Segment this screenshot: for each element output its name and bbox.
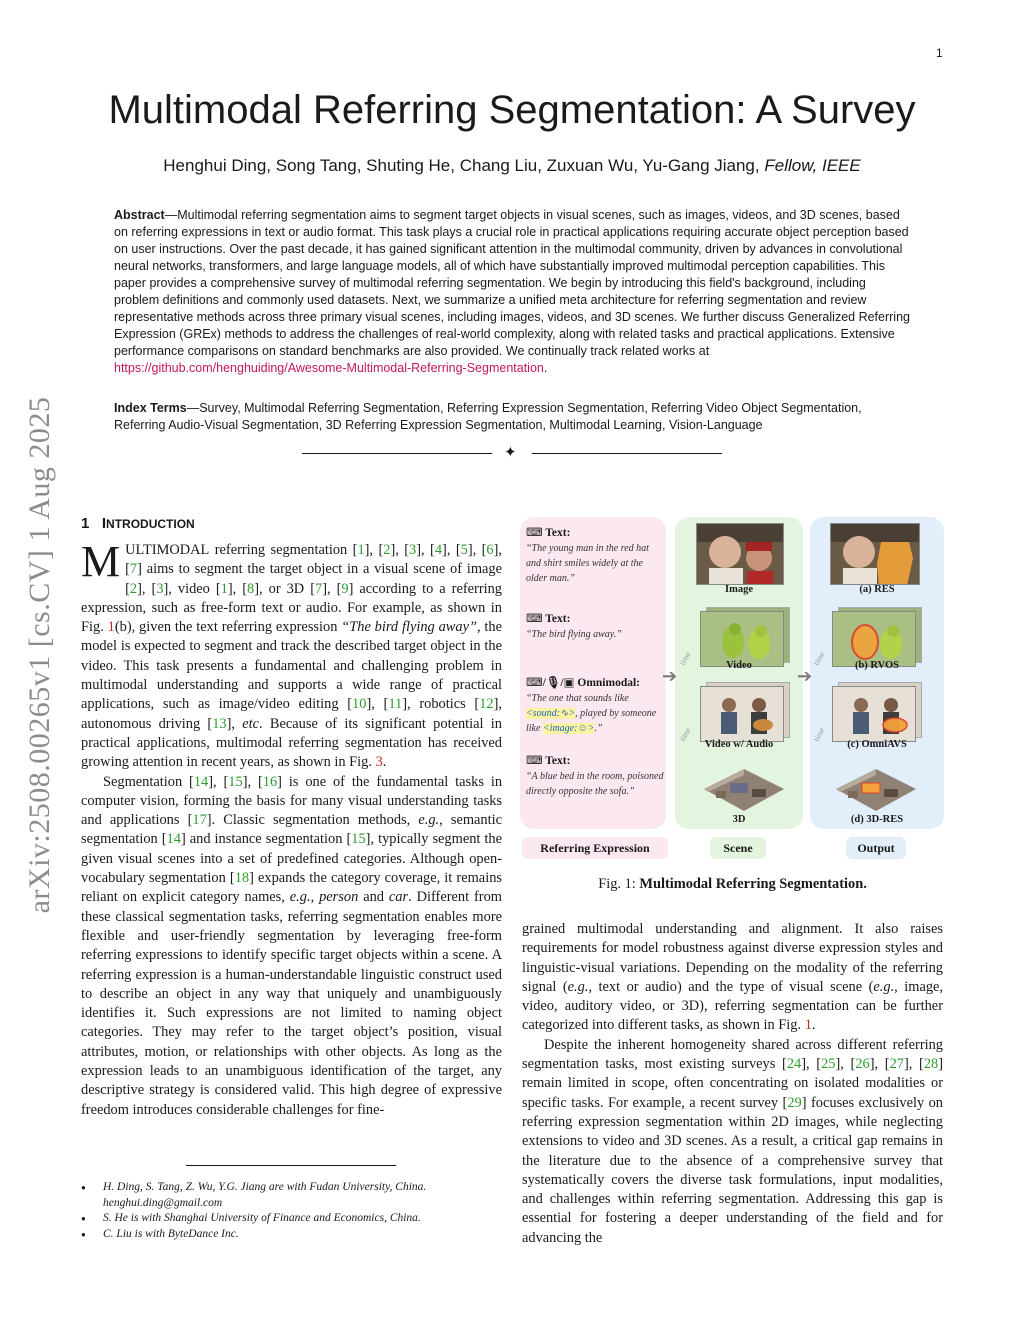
scene-label-video-audio: Video w/ Audio — [704, 739, 774, 750]
citation[interactable]: 7 — [129, 561, 138, 578]
keyboard-icon: ⌨ — [526, 527, 543, 539]
footnotes — [81, 1180, 502, 1242]
output-label-omniavs: (c) OmniAVS — [847, 739, 907, 750]
expression-3 — [526, 675, 664, 736]
scene-video-graphic — [701, 612, 784, 667]
text-run: . Different from these classical segmentation tasks, referring segmentation enables more flexible and user-friendly segmentation by leveraging free-form referring expressions to identify specific target objects within a scene. A referring expression is a human-understandable linguistic construct used to describe an object in any way that uniquely and unambiguously identifies it. Such expressions are not limited to naming object categories. They may refer to the target object’s position, visual attributes, motion, or relationships with other objects. As long as the expression leads to an unambiguous identification of the target, any descriptive strategy is considered valid. This high degree of expressive freedom introduces considerable challenges for fine- — [81, 889, 502, 1118]
abstract-end: . — [543, 361, 548, 375]
paragraph-1: MULTIMODAL referring segmentation [1], [2], [3], [4], [5], [6], [7] aims to segment the target object in a visual scene of image [2], [3], video [1], [8], or 3D [7], [9] according to a referring expression, such as free-form text or audio. For example, as shown in Fig. 1(b), given the text referring expression “The bird flying away”, the model is expected to segment and track the described target object in the video. This task presents a fundamental and challenging problem in multimodal understanding and supports a wide range of practical applications, such as image/video editing [10], [11], robotics [12], autonomous driving [13], etc. Because of its significant potential in practical applications, multimodal referring segmentation has received growing attention in recent years, as shown in Fig. 3. — [81, 537, 503, 771]
figure-caption — [522, 876, 943, 893]
smallcaps-word: ULTIMODAL — [125, 542, 210, 558]
citation[interactable]: 17 — [192, 812, 207, 829]
image-token: <image:☺> — [542, 723, 595, 734]
text-run: ], typically segment the given visual scenes into a set of predefined categories. Although open-vocabulary segmentation [ — [81, 831, 502, 887]
output-label-rvos: (b) RVOS — [854, 660, 900, 671]
citation[interactable]: 1 — [357, 542, 365, 558]
citation[interactable]: 15 — [228, 773, 243, 790]
citation[interactable]: 4 — [434, 542, 443, 558]
abstract-label: Abstract — [114, 208, 165, 222]
scene-audio-video-thumbnail — [700, 686, 784, 742]
caption-text: Multimodal Referring Segmentation. — [639, 876, 867, 892]
citation[interactable]: 15 — [351, 831, 366, 848]
eg-text: e.g. — [289, 889, 311, 906]
abstract — [114, 207, 910, 377]
citation[interactable]: 2 — [129, 580, 138, 597]
authors-suffix: Fellow, IEEE — [764, 156, 861, 175]
citation[interactable]: 27 — [889, 1056, 904, 1073]
text-run: ] according to a referring expression, such as free-form text or audio. For example, as shown in Fig. — [81, 580, 503, 636]
arrow-right-icon: ➔ — [797, 666, 813, 686]
text-run: ] and instance segmentation [ — [180, 831, 352, 848]
time-label: time — [677, 726, 693, 743]
column-label-output: Output — [846, 837, 906, 859]
text-run: ], video [ — [163, 580, 221, 597]
text-run: ] focuses exclusively on referring expression segmentation within 2D images, while neglecting extensions to video and 3D scenes. As a result, a critical gap remains in the literature due to the absence of a comprehensive survey that systematically covers the diverse task formulations, input modalities, and challenges within referring segmentation. Addressing this gap is essential for fostering a deeper understanding of the field and for advancing the — [522, 1094, 943, 1246]
citation[interactable]: 2 — [383, 542, 391, 558]
text-run: ], — [226, 715, 243, 732]
text-run: Segmentation [ — [103, 773, 194, 790]
microphone-icon: 🎙 — [545, 677, 561, 689]
citation[interactable]: 25 — [821, 1056, 836, 1073]
footnote-item: ● H. Ding, S. Tang, Z. Wu, Y.G. Jiang are with Fudan University, China. henghui.ding@gmail.com — [81, 1180, 502, 1211]
arxiv-identifier: arXiv:2508.00265v1 [cs.CV] 1 Aug 2025 — [23, 396, 56, 914]
paragraph-3: grained multimodal understanding and alignment. It also raises requirements for model robustness against diverse expression styles and linguistic-visual variations. Depending on the modality of the referring signal (e.g., text or audio) and the type of visual scene (e.g., image, video, auditory video, or 3D), referring segmentation can be further categorized into different tasks, as shown in Fig. 1. — [522, 921, 944, 1034]
citation[interactable]: 29 — [787, 1094, 802, 1111]
citation[interactable]: 8 — [247, 580, 255, 597]
citation[interactable]: 9 — [341, 580, 349, 597]
scene-image-thumbnail — [696, 523, 784, 585]
citation[interactable]: 13 — [212, 715, 227, 732]
footnote-rule — [186, 1165, 396, 1166]
citation[interactable]: 7 — [315, 580, 323, 597]
index-terms-text: —Survey, Multimodal Referring Segmentation, Referring Expression Segmentation, Referring Video Object Segmentation, Referring Audio-Visual Segmentation, 3D Referring Expression Segmentation, Multimodal Learning, Vision-Language — [114, 401, 862, 432]
output-omniavs-thumbnail — [832, 686, 916, 742]
output-rvos-thumbnail — [832, 611, 916, 667]
text-run: and — [358, 889, 389, 906]
citation[interactable]: 1 — [220, 580, 228, 597]
citation[interactable]: 10 — [352, 696, 367, 713]
scene-image-graphic — [697, 524, 784, 585]
citation[interactable]: 3 — [156, 580, 164, 597]
citation[interactable]: 28 — [923, 1056, 939, 1073]
left-column-text — [81, 537, 503, 1120]
paragraph-2: Segmentation [14], [15], [16] is one of the fundamental tasks in computer vision, forming the basis for many visual understanding tasks and applications [17]. Classic segmentation methods, e.g., semantic segmentation [14] and instance segmentation [15], typically segment the given visual scenes into a set of predefined categories. Although open-vocabulary segmentation [18] expands the category coverage, it remains reliant on explicit category names, e.g., person and car. Different from these classical segmentation tasks, referring segmentation enables more flexible and user-friendly segmentation by leveraging free-form referring expressions to identify specific target objects within a scene. A referring expression is a human-understandable linguistic construct used to describe an object in any way that uniquely and unambiguously identifies it. Such expressions are not limited to naming object categories. They may refer to the target object’s position, visual attributes, motion, or relationships with other objects. As long as the expression leads to an unambiguous identification of the target, any descriptive strategy is considered valid. This high degree of expressive freedom introduces considerable challenges for fine- — [81, 773, 503, 1118]
text-run: ] remain limited in scope, often concentrating on isolated modalities or specific tasks. For example, a recent survey [ — [522, 1056, 943, 1111]
text-run: ] expands the category coverage, it remains reliant on explicit category names, — [81, 870, 502, 906]
citation[interactable]: 18 — [234, 870, 250, 887]
separator-diamond-icon: ✦ — [504, 445, 517, 461]
citation[interactable]: 11 — [388, 696, 403, 713]
keyboard-icon: ⌨ — [526, 677, 543, 689]
text-run: referring segmentation [ — [209, 542, 358, 558]
scene-audio-video-graphic — [701, 687, 784, 742]
time-label: time — [811, 726, 827, 743]
text-run: ], robotics [ — [402, 696, 480, 713]
section-heading-introduction — [81, 515, 195, 532]
scene-label-3d: 3D — [732, 814, 746, 825]
caption-prefix: Fig. 1: — [598, 876, 640, 892]
expression-4 — [526, 753, 664, 799]
citation[interactable]: 26 — [855, 1056, 870, 1073]
citation[interactable]: 16 — [262, 773, 278, 790]
section-title-first: I — [101, 515, 107, 532]
text-run: (b), given the text referring expression — [114, 619, 342, 636]
page-number: 1 — [936, 46, 943, 60]
separator-left — [302, 453, 492, 454]
car-text: car — [388, 889, 409, 906]
time-label: time — [677, 650, 693, 667]
text-run: . Because of its significant potential in practical applications, multimodal referring segmentation has received growing attention in recent years, as shown in Fig. — [81, 715, 502, 771]
citation[interactable]: 14 — [193, 773, 209, 790]
footnote-item: ● C. Liu is with ByteDance Inc. — [81, 1227, 502, 1243]
output-res-graphic — [831, 524, 920, 585]
keyboard-icon: ⌨ — [526, 613, 543, 625]
scene-label-video: Video — [726, 660, 752, 671]
expression-3-head: ⌨/🎙/▣ Omnimodal: — [526, 677, 640, 689]
expression-4-head: ⌨ Text: — [526, 755, 571, 767]
scene-3d-thumbnail — [700, 763, 788, 815]
text-run: ], autonomous driving [ — [81, 696, 503, 732]
sound-token: <sound:∿> — [526, 708, 576, 719]
waveform-icon: ∿ — [559, 708, 569, 719]
figure-reference[interactable]: 1 — [804, 1017, 812, 1034]
expression-1-head: ⌨ Text: — [526, 527, 571, 539]
text-run: Despite the inherent homogeneity shared across different referring segmentation tasks, most existing surveys [ — [522, 1036, 943, 1073]
expression-2 — [526, 611, 664, 642]
scene-video-thumbnail — [700, 611, 784, 667]
scene-label-image: Image — [725, 584, 753, 595]
output-res-thumbnail — [830, 523, 920, 585]
column-label-scene: Scene — [710, 837, 766, 859]
image-icon: ▣ — [563, 677, 575, 689]
citation[interactable]: 24 — [786, 1056, 802, 1073]
section-number: 1 — [81, 515, 90, 532]
text-run: ]. Classic segmentation methods, — [206, 812, 419, 829]
keyboard-icon: ⌨ — [526, 755, 543, 767]
person-text: person — [319, 889, 359, 906]
eg-text: e.g. — [873, 978, 895, 995]
person-icon: ☺ — [577, 723, 588, 734]
arrow-right-icon: ➔ — [662, 666, 678, 686]
etc-text: etc — [242, 715, 260, 732]
output-label-3dres: (d) 3D-RES — [850, 814, 904, 825]
index-terms — [114, 400, 910, 434]
output-omniavs-graphic — [833, 687, 916, 742]
text-run: , semantic segmentation [ — [81, 812, 502, 848]
index-terms-label: Index Terms — [114, 401, 187, 415]
eg-text: e.g. — [418, 812, 440, 829]
expression-1-text: “The young man in the red hat and shirt smiles widely at the older man.” — [526, 543, 649, 584]
figure-reference[interactable]: 3 — [375, 754, 383, 771]
github-link[interactable]: https://github.com/henghuiding/Awesome-Multimodal-Referring-Segmentation — [114, 361, 544, 375]
figure-1 — [520, 517, 944, 863]
output-rvos-graphic — [833, 612, 916, 667]
column-label-expression: Referring Expression — [522, 837, 668, 859]
separator-right — [532, 453, 722, 454]
figure-reference[interactable]: 1 — [107, 619, 115, 636]
expression-4-text: “A blue bed in the room, poisoned directly opposite the sofa.” — [526, 771, 664, 797]
right-column-text — [522, 920, 943, 1248]
citation[interactable]: 14 — [166, 831, 181, 848]
text-run: ], or 3D [ — [254, 580, 315, 597]
scene-3d-graphic — [700, 763, 788, 815]
citation[interactable]: 12 — [479, 696, 494, 713]
text-run: , text or audio) and the type of visual scene ( — [588, 978, 874, 995]
abstract-text: —Multimodal referring segmentation aims to segment target objects in visual scenes, such as images, videos, and 3D scenes, based on referring expressions in text or audio format. This task plays a crucial role in practical applications requiring accurate object perception based on user instructions. Over the past decade, it has gained significant attention in the multimodal community, driven by advances in convolutional neural networks, transformers, and large language models, all of which have substantially improved multimodal perception capabilities. This paper provides a comprehensive survey of multimodal referring segmentation. We begin by introducing this field's background, including problem definitions and commonly used datasets. Next, we summarize a unified meta architecture for referring segmentation and review representative methods across three primary visual scenes, including images, videos, and 3D scenes. We further discuss Generalized Referring Expression (GREx) methods to address the challenges of real-world complexity, along with related tasks and practical applications. Extensive performance comparisons on standard benchmarks are also provided. We continually track related works at — [114, 208, 910, 358]
drop-cap: M — [81, 537, 121, 586]
text-run: , image, video, auditory video, or 3D), referring segmentation can be further categorized into different tasks, as shown in Fig. — [522, 978, 944, 1034]
expression-2-text: “The bird flying away.” — [526, 629, 622, 640]
output-label-res: (a) RES — [859, 584, 895, 595]
time-label: time — [811, 650, 827, 667]
eg-text: e.g. — [567, 978, 589, 995]
authors-names: Henghui Ding, Song Tang, Shuting He, Chang Liu, Zuxuan Wu, Yu-Gang Jiang, — [163, 156, 760, 175]
paper-title: Multimodal Referring Segmentation: A Survey — [108, 88, 916, 132]
citation[interactable]: 5 — [460, 542, 468, 558]
author-list — [0, 156, 1024, 176]
expression-3-text: “The one that sounds like <sound:∿>, played by someone like <image:☺>.” — [526, 693, 657, 734]
text-run: grained multimodal understanding and alignment. It also raises requirements for model robustness against diverse expression styles and linguistic-visual variations. Depending on the modality of the referring signal ( — [522, 921, 943, 995]
section-title-rest: NTRODUCTION — [106, 517, 195, 531]
expression-2-head: ⌨ Text: — [526, 613, 571, 625]
quoted-expression: “The bird flying away” — [341, 619, 477, 636]
text-run: ] is one of the fundamental tasks in computer vision, forming the basis for many visual understanding tasks and applications [ — [81, 773, 503, 829]
citation[interactable]: 3 — [409, 542, 417, 558]
text-run: ] aims to segment the target object in a visual scene of image [ — [125, 561, 502, 597]
output-3dres-thumbnail — [832, 763, 920, 815]
output-3dres-graphic — [832, 763, 920, 815]
paragraph-4: Despite the inherent homogeneity shared across different referring segmentation tasks, most existing surveys [24], [25], [26], [27], [28] remain limited in scope, often concentrating on isolated modalities or specific tasks. For example, a recent survey [29] focuses exclusively on referring expression segmentation within 2D images, while neglecting extensions to video and 3D scenes. As a result, a critical gap remains in the literature due to the absence of a comprehensive survey that systematically covers the diverse task formulations, input modalities, and challenges within referring segmentation. Addressing this gap is essential for fostering a deeper understanding of the field and for advancing the — [522, 1036, 943, 1246]
citation[interactable]: 6 — [486, 542, 494, 558]
expression-1 — [526, 525, 664, 586]
text-run: , the model is expected to segment and track the described target object in the video. This task presents a fundamental and challenging problem in multimodal understanding and supports a wide range of practical applications, such as image/video editing [ — [81, 619, 502, 713]
footnote-item: ● S. He is with Shanghai University of Finance and Economics, China. — [81, 1211, 502, 1227]
